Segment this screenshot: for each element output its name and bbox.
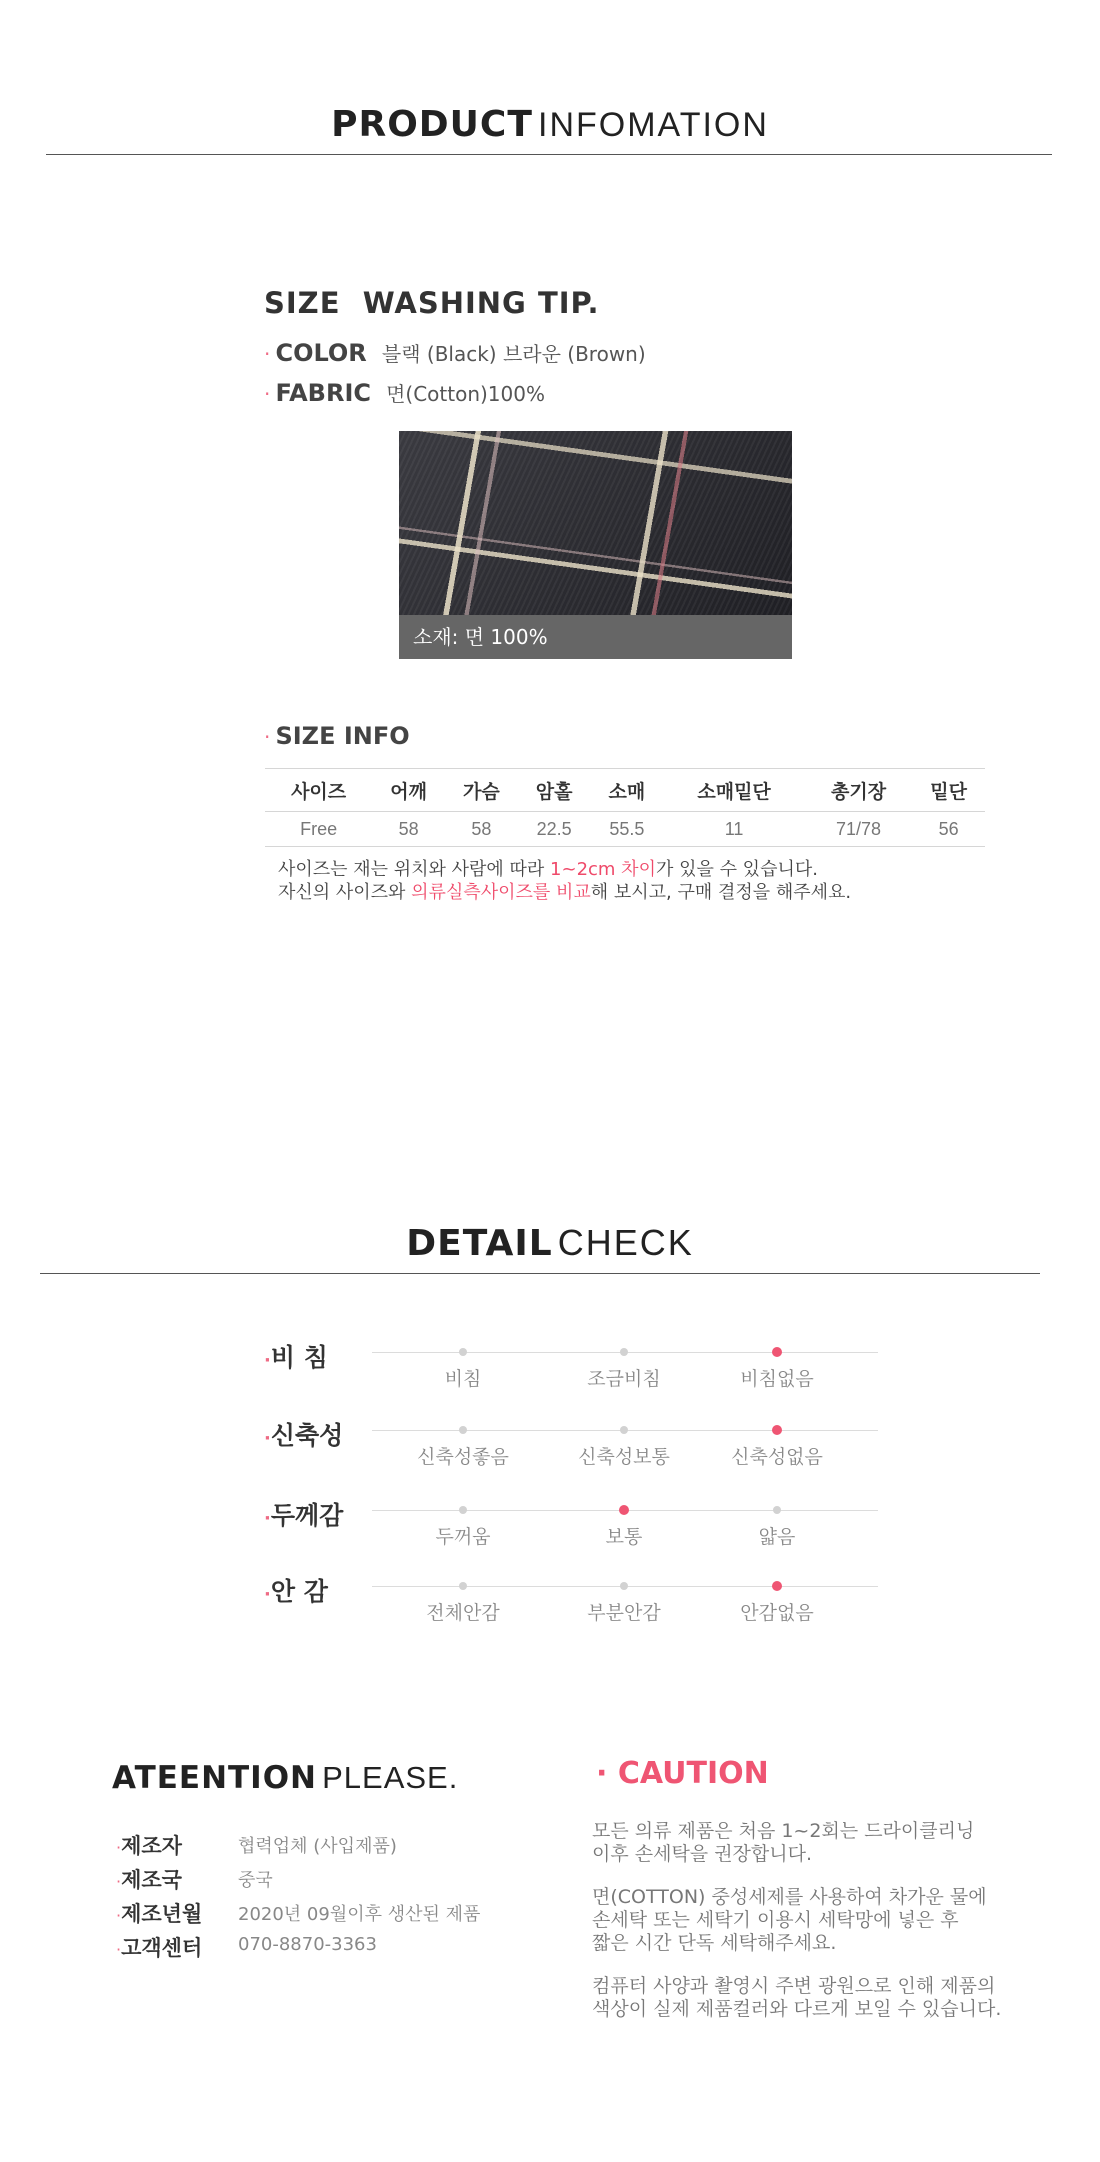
table-row [265,812,985,847]
divider [40,1273,1040,1274]
detail-option-label: 조금비침 [587,1368,661,1390]
table-cell: 58 [445,812,518,847]
detail-option-label: 보통 [605,1526,643,1548]
scale-dot [459,1426,467,1434]
scale-dot [459,1582,467,1590]
table-cell: Free [265,812,372,847]
attention-key: ·제조자 [116,1834,182,1858]
fabric-value: 면(Cotton)100% [386,382,545,406]
caution-line: 짧은 시간 단독 세탁해주세요. [592,1932,837,1954]
detail-option-label: 두꺼움 [435,1526,491,1548]
header-cell: 소매밑단 [663,769,805,812]
color-value: 블랙 (Black) 브라운 (Brown) [381,342,646,366]
caution-paragraph [592,1975,1062,2021]
scale-dot [620,1426,628,1434]
caution-line: 모든 의류 제품은 처음 1~2회는 드라이클리닝 [592,1820,975,1842]
product-info-heading [0,104,1100,145]
header-cell: 암홀 [518,769,591,812]
scale-dot [459,1506,467,1514]
selected-dot [772,1425,782,1435]
size-info-title [264,722,410,750]
selected-dot [772,1347,782,1357]
heading-bold: ATEENTION [112,1760,318,1796]
attention-key: ·제조국 [116,1868,182,1892]
attention-value: 중국 [238,1870,273,1891]
header-cell: 사이즈 [265,769,372,812]
swatch-caption-text: 소재: 면 100% [413,625,548,649]
detail-option-label: 신축성없음 [731,1446,823,1468]
size-note-line-2 [278,881,851,904]
size-info-label: SIZE INFO [275,722,410,750]
header-cell: 가슴 [445,769,518,812]
attention-value: 협력업체 (사입제품) [238,1836,397,1857]
caution-line: 컴퓨터 사양과 촬영시 주변 광원으로 인해 제품의 [592,1975,996,1997]
swatch-caption [399,615,792,659]
detail-option-label: 얇음 [758,1526,796,1548]
heading-bold: DETAIL [406,1223,553,1264]
note-text: 가 있을 수 있습니다. [655,859,818,880]
caution-line: 이후 손세탁을 권장합니다. [592,1843,813,1865]
table-cell: 56 [912,812,985,847]
fabric-label: FABRIC [275,379,371,407]
heading-light: PLEASE. [322,1760,459,1795]
heading-bold: PRODUCT [331,104,533,145]
size-table-header [265,769,985,812]
size-note [278,858,851,904]
caution-paragraph [592,1820,1062,1866]
detail-option-label: 안감없음 [740,1602,814,1624]
heading-light: INFOMATION [538,106,769,144]
heading-light: CHECK [557,1222,694,1263]
detail-option-label: 전체안감 [426,1602,500,1624]
detail-option-label: 부분안감 [587,1602,661,1624]
caution-line: 색상이 실제 제품컬러와 다르게 보일 수 있습니다. [592,1998,1002,2020]
table-cell: 22.5 [518,812,591,847]
detail-label: ·안 감 [264,1577,328,1606]
attention-heading [112,1760,458,1796]
detail-label: ·두께감 [264,1501,344,1530]
header-cell: 소매 [590,769,663,812]
detail-label: ·비 침 [264,1343,328,1372]
color-row [264,338,646,367]
size-note-line-1 [278,858,851,881]
caution-paragraph [592,1886,1062,1955]
color-label: COLOR [275,339,367,367]
scale-dot [620,1582,628,1590]
bullet: · [264,342,271,366]
bullet: · [264,725,271,749]
table-cell: 58 [372,812,445,847]
detail-option-label: 비침없음 [740,1368,814,1390]
header-cell: 밑단 [912,769,985,812]
note-highlight: 의류실측사이즈를 비교 [411,882,591,903]
note-highlight: 1~2cm 차이 [550,859,656,880]
table-cell: 11 [663,812,805,847]
fabric-row [264,378,545,407]
detail-option-label: 비침 [444,1368,482,1390]
size-table [265,768,985,847]
caution-line: 손세탁 또는 세탁기 이용시 세탁망에 넣은 후 [592,1909,959,1931]
attention-value: 2020년 09월이후 생산된 제품 [238,1904,481,1925]
detail-check-heading [0,1222,1100,1264]
note-text: 자신의 사이즈와 [278,882,412,903]
caution-line: 면(COTTON) 중성세제를 사용하여 차가운 물에 [592,1886,987,1908]
table-cell: 55.5 [590,812,663,847]
note-text: 사이즈는 재는 위치와 사람에 따라 [278,859,551,880]
caution-title: · CAUTION [596,1756,769,1791]
header-cell: 어깨 [372,769,445,812]
detail-label: ·신축성 [264,1421,344,1450]
detail-option-label: 신축성보통 [578,1446,670,1468]
size-washing-title: SIZE WASHING TIP. [264,286,600,320]
selected-dot [772,1581,782,1591]
attention-value: 070-8870-3363 [238,1934,377,1955]
scale-dot [459,1348,467,1356]
header-cell: 총기장 [805,769,912,812]
attention-key: ·고객센터 [116,1936,203,1960]
attention-key: ·제조년월 [116,1902,203,1926]
scale-dot [773,1506,781,1514]
bullet: · [264,382,271,406]
fabric-swatch-image [399,431,792,615]
note-text: 해 보시고, 구매 결정을 해주세요. [590,882,852,903]
divider [46,154,1052,155]
detail-option-label: 신축성좋음 [417,1446,509,1468]
table-cell: 71/78 [805,812,912,847]
scale-dot [620,1348,628,1356]
selected-dot [619,1505,629,1515]
